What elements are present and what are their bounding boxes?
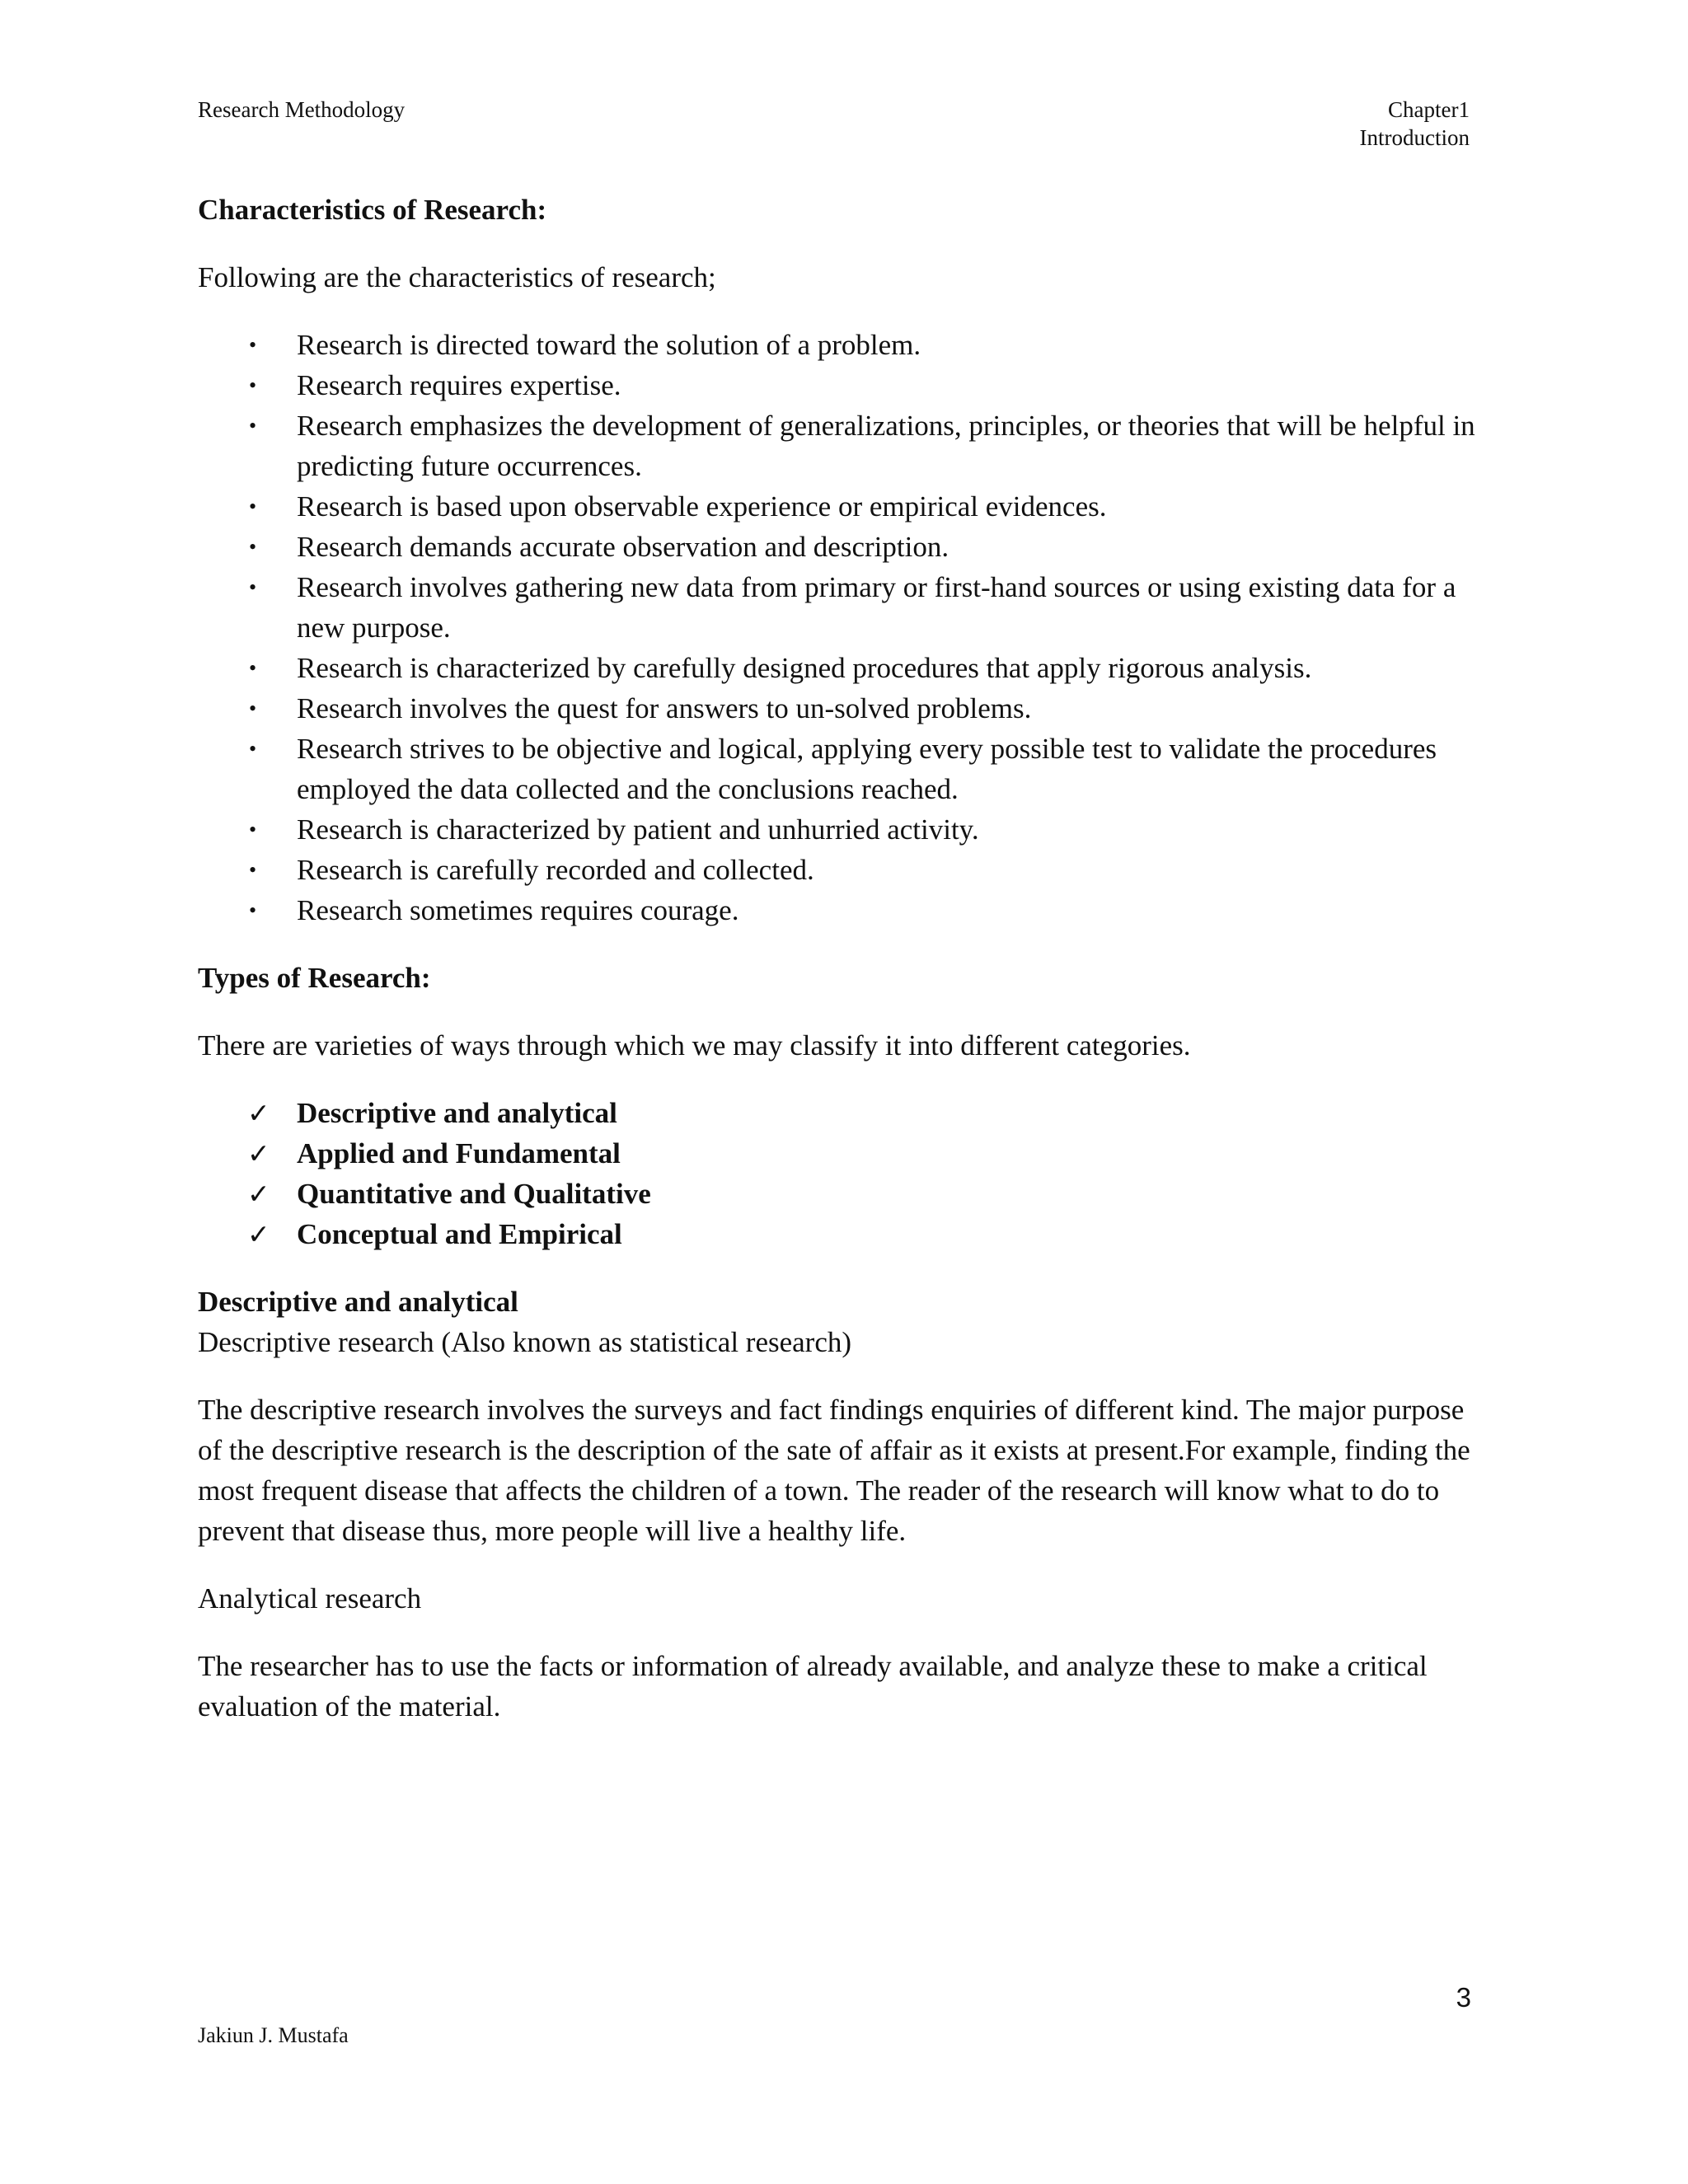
- types-intro: There are varieties of ways through which we may classify it into different categories.: [198, 1029, 1191, 1062]
- characteristics-intro: Following are the characteristics of research;: [198, 261, 716, 293]
- list-item: • Research is directed toward the solution of a problem.: [198, 325, 1484, 365]
- descriptive-subtitle: Descriptive research (Also known as statistical research): [198, 1326, 852, 1358]
- list-item: • Research is based upon observable experience or empirical evidences.: [198, 486, 1484, 527]
- list-item: ✓ Descriptive and analytical: [198, 1093, 1484, 1133]
- list-item: • Research requires expertise.: [198, 365, 1484, 405]
- bullet-icon: •: [249, 414, 257, 438]
- checkmark-icon: ✓: [247, 1137, 270, 1169]
- bullet-icon: •: [249, 898, 257, 922]
- characteristics-heading: Characteristics of Research:: [198, 194, 547, 226]
- analytical-heading: Analytical research: [198, 1582, 422, 1615]
- list-item: • Research emphasizes the development of generalizations, principles, or theories that will be helpful in predicting future occurrences.: [198, 405, 1484, 486]
- list-item: • Research involves gathering new data from primary or first-hand sources or using existing data for a new purpose.: [198, 567, 1484, 648]
- checkmark-icon: ✓: [247, 1218, 270, 1250]
- list-item: ✓ Conceptual and Empirical: [198, 1214, 1484, 1254]
- bullet-icon: •: [249, 656, 257, 680]
- footer-author: Jakiun J. Mustafa: [198, 2023, 349, 2047]
- bullet-icon: •: [249, 333, 257, 357]
- types-heading: Types of Research:: [198, 962, 431, 994]
- types-list: [198, 1093, 1484, 1254]
- running-header-chapter: [1360, 96, 1470, 152]
- bullet-icon: •: [249, 737, 257, 761]
- bullet-icon: •: [249, 494, 257, 518]
- analytical-paragraph: The researcher has to use the facts or information of already available, and analyze these to make a critical evaluation of the material.: [198, 1650, 1428, 1722]
- list-item: • Research strives to be objective and logical, applying every possible test to validate the procedures employed the data collected and the conclusions reached.: [198, 729, 1484, 809]
- bullet-icon: •: [249, 818, 257, 841]
- bullet-icon: •: [249, 535, 257, 559]
- bullet-icon: •: [249, 696, 257, 720]
- descriptive-paragraph: The descriptive research involves the surveys and fact findings enquiries of different kind. The major purpose of the descriptive research is the description of the sate of affair as it exists at present.For example, finding the most frequent disease that affects the children of a town. The reader of the research will know what to do to prevent that disease thus, more people will live a healthy life.: [198, 1394, 1470, 1547]
- page-body: [198, 190, 1484, 1727]
- running-header-title: Research Methodology: [198, 97, 406, 122]
- chapter-label: Chapter1: [1388, 97, 1470, 122]
- list-item: • Research is characterized by carefully designed procedures that apply rigorous analysis.: [198, 648, 1484, 688]
- characteristics-list: [198, 325, 1484, 930]
- list-item: • Research is carefully recorded and collected.: [198, 850, 1484, 890]
- list-item: ✓ Quantitative and Qualitative: [198, 1174, 1484, 1214]
- checkmark-icon: ✓: [247, 1097, 270, 1129]
- bullet-icon: •: [249, 373, 257, 397]
- chapter-title: Introduction: [1359, 125, 1470, 150]
- list-item: • Research is characterized by patient and unhurried activity.: [198, 809, 1484, 850]
- bullet-icon: •: [249, 575, 257, 599]
- descriptive-heading: Descriptive and analytical: [198, 1286, 518, 1318]
- bullet-icon: •: [249, 858, 257, 882]
- checkmark-icon: ✓: [247, 1178, 270, 1210]
- page-number: 3: [1456, 1982, 1471, 2013]
- list-item: • Research demands accurate observation and description.: [198, 527, 1484, 567]
- list-item: • Research sometimes requires courage.: [198, 890, 1484, 930]
- list-item: • Research involves the quest for answers to un-solved problems.: [198, 688, 1484, 729]
- list-item: ✓ Applied and Fundamental: [198, 1133, 1484, 1174]
